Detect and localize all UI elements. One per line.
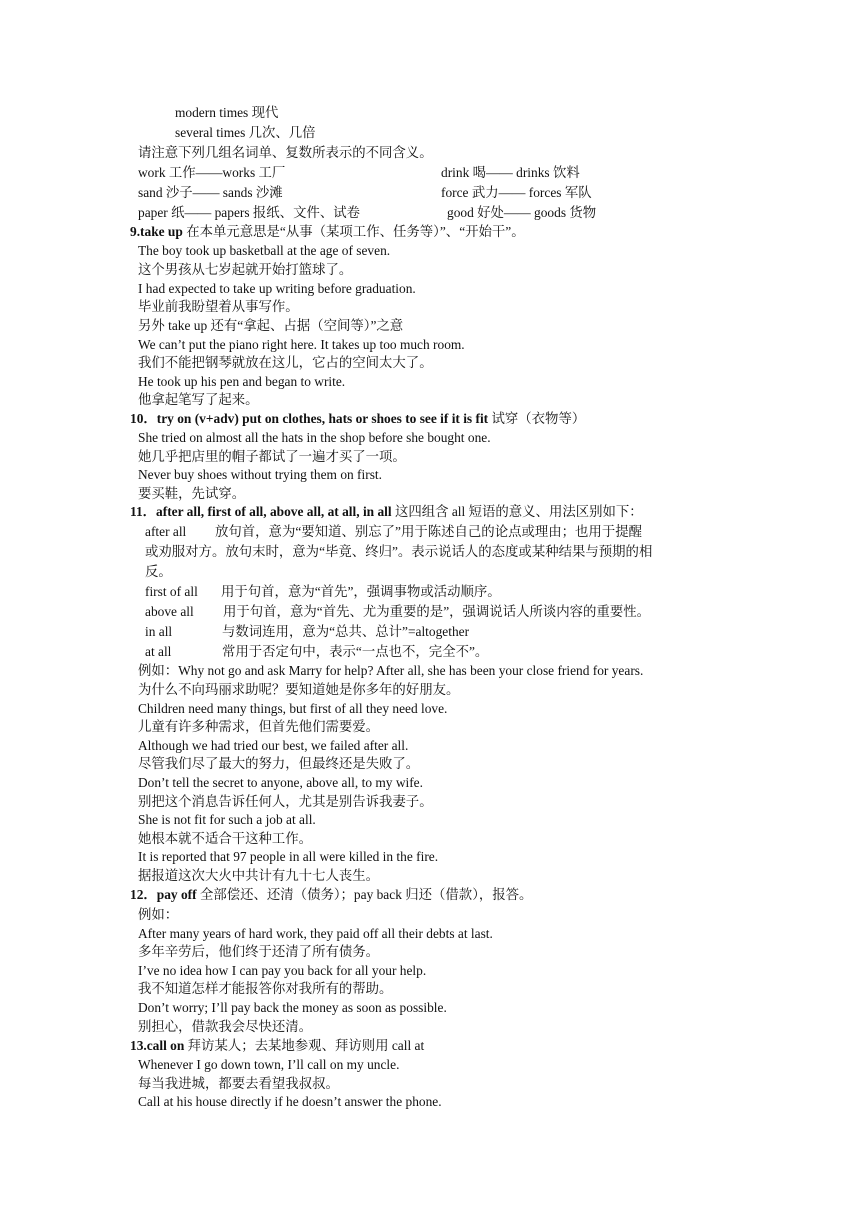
pair-left: paper 纸—— papers 报纸、文件、试卷	[138, 205, 361, 220]
example-line: Never buy shoes without trying them on first.	[138, 467, 382, 482]
example-line: After many years of hard work, they paid off all their debts at last.	[138, 926, 493, 941]
pair-left: sand 沙子—— sands 沙滩	[138, 185, 283, 200]
example-line: 每当我进城，都要去看望我叔叔。	[138, 1076, 339, 1091]
heading-term: 12．pay off	[130, 887, 197, 902]
heading-term: 10．try on (v+adv) put on clothes, hats or shoes to see if it is fit	[130, 411, 489, 426]
heading-desc: 试穿（衣物等）	[488, 411, 586, 426]
def-desc: 用于句首，意为“首先、尤为重要的是”，强调说话人所谈内容的重要性。	[223, 604, 650, 619]
def-term: at all	[145, 644, 172, 659]
example-line: I’ve no idea how I can pay you back for all your help.	[138, 963, 427, 978]
example-line: 多年辛劳后，他们终于还清了所有债务。	[138, 944, 380, 959]
heading-term: 11．after all, first of all, above all, at all, in all	[130, 504, 392, 519]
heading-desc: 这四组含 all 短语的意义、用法区别如下：	[391, 504, 643, 519]
def-term: above all	[145, 604, 194, 619]
example-line: 她几乎把店里的帽子都试了一遍才买了一项。	[138, 449, 406, 464]
section-heading-10	[130, 410, 585, 429]
heading-desc: 拜访某人；去某地参观、拜访则用 call at	[184, 1038, 425, 1053]
example-line: I had expected to take up writing before graduation.	[138, 281, 416, 296]
example-line: She tried on almost all the hats in the shop before she bought one.	[138, 430, 491, 445]
example-line: She is not fit for such a job at all.	[138, 812, 316, 827]
section-heading-13	[130, 1037, 424, 1056]
example-line: 我们不能把钢琴就放在这儿，它占的空间太大了。	[138, 355, 433, 370]
pair-right: drink 喝—— drinks 饮料	[441, 165, 580, 180]
example-line: 要买鞋，先试穿。	[138, 486, 246, 501]
example-line: It is reported that 97 people in all were killed in the fire.	[138, 849, 439, 864]
def-desc: 常用于否定句中，表示“一点也不，完全不”。	[222, 644, 489, 659]
example-line: Whenever I go down town, I’ll call on my uncle.	[138, 1057, 400, 1072]
example-line: Although we had tried our best, we failed after all.	[138, 738, 409, 753]
example-line: Don’t worry; I’ll pay back the money as soon as possible.	[138, 1000, 447, 1015]
pair-right: force 武力—— forces 军队	[441, 185, 592, 200]
heading-term: 13.call on	[130, 1038, 185, 1053]
example-line: 毕业前我盼望着从事写作。	[138, 299, 299, 314]
heading-desc: 在本单元意思是“从事（某项工作、任务等）”、“开始干”。	[182, 224, 525, 239]
def-desc: 或劝服对方。放句末时，意为“毕竟、终归”。表示说话人的态度或某种结果与预期的相	[145, 544, 653, 559]
list-item: modern times 现代	[175, 105, 279, 120]
note-line: 请注意下列几组名词单、复数所表示的不同含义。	[138, 145, 433, 160]
example-line: He took up his pen and began to write.	[138, 374, 346, 389]
def-desc: 用于句首，意为“首先”，强调事物或活动顺序。	[221, 584, 501, 599]
def-desc: 反。	[145, 564, 172, 579]
example-line: 据报道这次大火中共计有九十七人丧生。	[138, 868, 380, 883]
section-heading-11	[130, 503, 643, 522]
example-line: 这个男孩从七岁起就开始打篮球了。	[138, 262, 353, 277]
pair-left: work 工作——works 工厂	[138, 165, 286, 180]
example-line: 他拿起笔写了起来。	[138, 392, 259, 407]
example-line: Call at his house directly if he doesn’t answer the phone.	[138, 1094, 442, 1109]
example-line: 例如：Why not go and ask Marry for help? After all, she has been your close friend for years.	[138, 663, 644, 678]
list-item: several times 几次、几倍	[175, 125, 316, 140]
example-line: 儿童有许多种需求，但首先他们需要爱。	[138, 719, 380, 734]
def-term: in all	[145, 624, 173, 639]
example-line: We can’t put the piano right here. It takes up too much room.	[138, 337, 465, 352]
heading-term: 9.take up	[130, 224, 183, 239]
example-line: Children need many things, but first of all they need love.	[138, 701, 448, 716]
pair-right: good 好处—— goods 货物	[447, 205, 597, 220]
example-line: 别把这个消息告诉任何人，尤其是别告诉我妻子。	[138, 794, 433, 809]
example-line: The boy took up basketball at the age of seven.	[138, 243, 391, 258]
example-line: 另外 take up 还有“拿起、占据（空间等）”之意	[138, 318, 404, 333]
example-line: 尽管我们尽了最大的努力，但最终还是失败了。	[138, 756, 420, 771]
heading-desc: 全部偿还、还清（债务）；pay back 归还（借款），报答。	[196, 887, 533, 902]
section-heading-9	[130, 223, 525, 242]
example-line: 我不知道怎样才能报答你对我所有的帮助。	[138, 981, 393, 996]
example-line: 别担心，借款我会尽快还清。	[138, 1019, 313, 1034]
example-line: 例如：	[138, 907, 179, 922]
def-desc: 放句首，意为“要知道、别忘了”用于陈述自己的论点或理由；也用于提醒	[215, 524, 642, 539]
example-line: Don’t tell the secret to anyone, above all, to my wife.	[138, 775, 423, 790]
example-line: 她根本就不适合干这种工作。	[138, 831, 313, 846]
section-heading-12	[130, 886, 532, 905]
def-term: after all	[145, 524, 187, 539]
example-line: 为什么不向玛丽求助呢？要知道她是你多年的好朋友。	[138, 682, 460, 697]
def-desc: 与数词连用，意为“总共、总计”=altogether	[222, 624, 470, 639]
def-term: first of all	[145, 584, 198, 599]
